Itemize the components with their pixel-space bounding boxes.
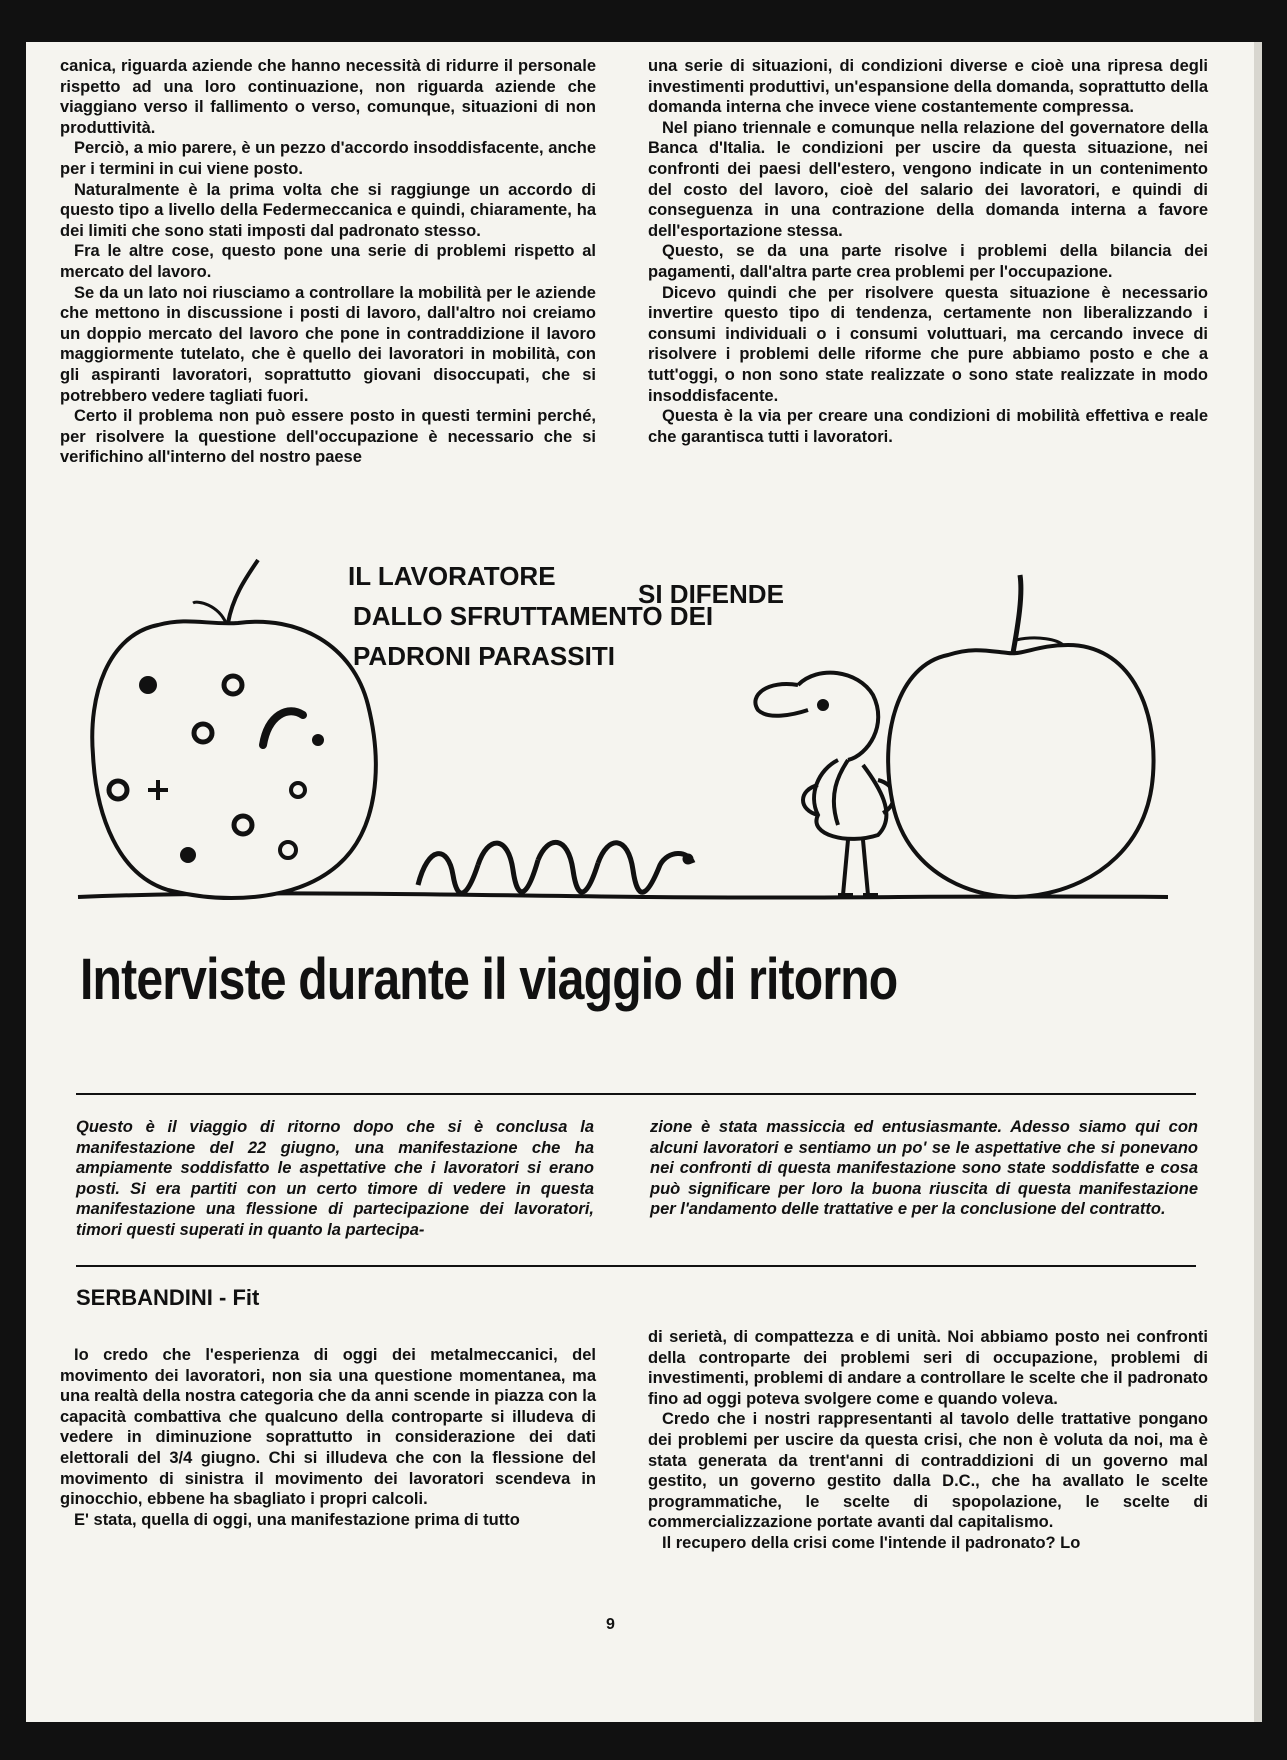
cartoon-caption-line3: PADRONI PARASSITI — [353, 641, 615, 671]
worms-drawing — [418, 842, 693, 893]
paragraph: una serie di situazioni, di condizioni diverse e cioè una ripresa degli investimenti produttivi, un'espansione della domanda, soprattutto della domanda interna che invece viene costantemente compressa. — [648, 57, 1208, 117]
page-number: 9 — [606, 1616, 615, 1633]
paragraph: Dicevo quindi che per risolvere questa situazione è necessario invertire questo tipo di tendenza, certamente non liberalizzando i consumi individuali o i consumi voluttuari, ma cercando invece di risolvere i problemi delle riforme che pure abbiamo posto e che a tutt'oggi, o non sono state realizzate o sono state realizzate in modo insoddisfacente. — [648, 283, 1208, 405]
divider-rule — [76, 1093, 1196, 1095]
bottom-left-column — [60, 1345, 596, 1530]
paragraph: canica, riguarda aziende che hanno necessità di ridurre il personale rispetto ad una loro continuazione, non riguarda aziende che viaggiano verso il fallimento o verso, comunque, situazioni di non produttività. — [60, 57, 596, 137]
page-edge — [1254, 42, 1262, 1722]
cartoon-caption-line2: DALLO SFRUTTAMENTO DEI — [353, 601, 714, 631]
paragraph: Nel piano triennale e comunque nella relazione del governatore della Banca d'Italia. le condizioni per uscire da questa situazione, nei confronti dei paesi dell'estero, vengono indicate in un contenimento del costo del lavoro, cioè del salario dei lavoratori, e quindi di conseguenza in una contrazione della domanda interna a favore dell'esportazione stessa. — [648, 118, 1208, 240]
paragraph: Fra le altre cose, questo pone una serie di problemi rispetto al mercato del lavoro. — [60, 242, 596, 281]
paragraph: Certo il problema non può essere posto in questi termini perché, per risolvere la questione dell'occupazione è necessario che si verifichino all'interno del nostro paese — [60, 407, 596, 467]
worker-figure-drawing — [755, 673, 893, 895]
speaker-name: SERBANDINI - Fit — [76, 1285, 260, 1310]
paragraph: Io credo che l'esperienza di oggi dei metalmeccanici, del movimento dei lavoratori, non sia una questione momentanea, ma una realtà della nostra categoria che da anni scende in piazza con la capacità combattiva che qualcuno della controparte si illudeva di vedere in diminuzione soprattutto in considerazione dei dati elettorali del 3/4 giugno. Chi si illudeva che con la flessione del movimento di sinistra il movimento dei lavoratori scendeva in ginocchio, ebbene ha sbagliato i propri calcoli. — [60, 1346, 596, 1509]
top-left-column — [60, 56, 596, 468]
top-right-column — [648, 56, 1208, 447]
bottom-right-column — [648, 1327, 1208, 1554]
paragraph: Questa è la via per creare una condizioni di mobilità effettiva e reale che garantisca tutti i lavoratori. — [648, 407, 1208, 446]
divider-rule — [76, 1265, 1196, 1267]
cartoon-illustration — [48, 545, 1198, 925]
paragraph: Questo, se da una parte risolve i problemi della bilancia dei pagamenti, dall'altra parte crea problemi per l'occupazione. — [648, 242, 1208, 281]
cartoon-caption-line1: IL LAVORATORE — [348, 561, 556, 591]
paragraph: Credo che i nostri rappresentanti al tavolo delle trattative pongano dei problemi per uscire da questa crisi, che non è voluta da noi, ma è stata generata da trent'anni di contraddizioni di un governo mal gestito, un governo gestito dalla D.C., che ha avallato le scelte programmatiche, le scelte di spopolazione, le scelte di commercializzazione portate avanti dal capitalismo. — [648, 1410, 1208, 1532]
paragraph: Il recupero della crisi come l'intende il padronato? Lo — [662, 1533, 1081, 1552]
intro-left: Questo è il viaggio di ritorno dopo che si è conclusa la manifestazione del 22 giugno, una manifestazione che ha ampiamente soddisfatto le aspettative che i lavoratori si erano posti. Si era partiti con un certo timore di vedere in questa manifestazione una flessione di partecipazione dei lavoratori, timori questi superati in quanto la partecipa- — [76, 1118, 594, 1239]
cartoon-caption-line1b: SI DIFENDE — [638, 579, 784, 609]
paragraph: Naturalmente è la prima volta che si raggiunge un accordo di questo tipo a livello della Federmeccanica e quindi, chiaramente, ha dei limiti che sono stati imposti dal padronato stesso. — [60, 180, 596, 240]
paragraph: Se da un lato noi riusciamo a controllare la mobilità per le aziende che mettono in discussione i posti di lavoro, dall'altro noi creiamo un doppio mercato del lavoro che pone in contraddizione il lavoro maggiormente tutelato, che è quello dei lavoratori in mobilità, con gli aspiranti lavoratori, soprattutto giovani disoccupati, che si potrebbero vedere tagliati fuori. — [60, 283, 596, 405]
healthy-apple-drawing — [888, 575, 1153, 897]
paragraph: E' stata, quella di oggi, una manifestazione prima di tutto — [74, 1510, 520, 1529]
rotten-apple-drawing — [92, 560, 376, 898]
paragraph: Perciò, a mio parere, è un pezzo d'accordo insoddisfacente, anche per i termini in cui viene posto. — [60, 139, 596, 178]
intro-right: zione è stata massiccia ed entusiasmante. Adesso siamo qui con alcuni lavoratori e sentiamo un po' se le aspettative che si ponevano nei confronti di questa manifestazione sono state soddisfatte e cosa può significare per loro la buona riuscita di questa manifestazione per l'andamento delle trattative e per la conclusione del contratto. — [650, 1118, 1198, 1219]
paragraph: di serietà, di compattezza e di unità. Noi abbiamo posto nei confronti della controparte dei problemi seri di occupazione, problemi di investimenti, problemi di andare a controllare le scelte che il padronato fino ad oggi poteva svolgere come e quando voleva. — [648, 1328, 1208, 1408]
headline: Interviste durante il viaggio di ritorno — [80, 947, 898, 1012]
